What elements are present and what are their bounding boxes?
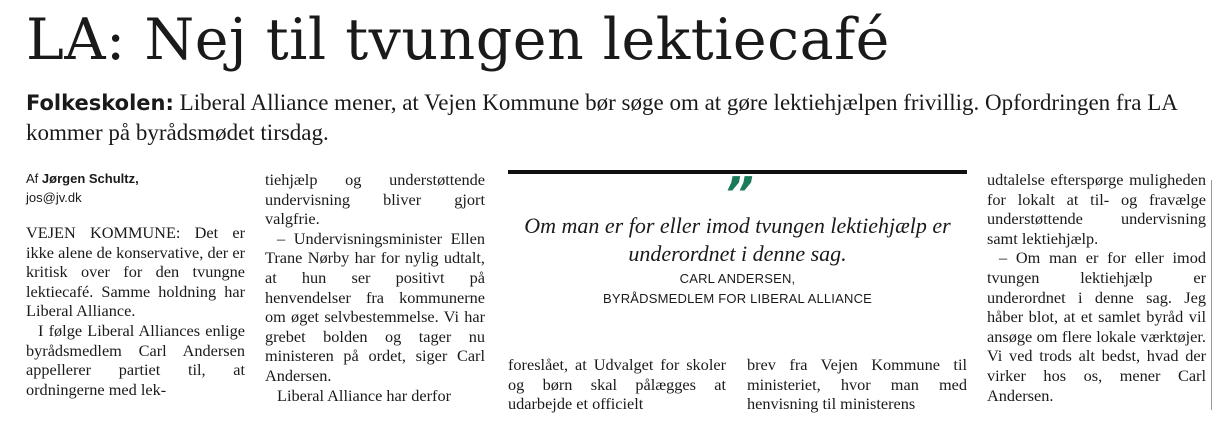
body-paragraph: foreslået, at Udvalget for skoler og børn skal pålægges at udarbejde et officielt — [508, 355, 726, 414]
kicker: Folkeskolen: — [26, 91, 174, 115]
byline-prefix: Af — [26, 171, 39, 186]
body-paragraph: I følge Liberal Alliances enlige byrådsmedlem Carl Andersen appellerer partiet til, at ordningerne med lek- — [26, 320, 245, 399]
column-3 — [508, 355, 726, 414]
column-divider — [1211, 180, 1212, 410]
body-paragraph: tiehjælp og understøttende undervisning bliver gjort valgfrie. — [265, 170, 485, 229]
headline: LA: Nej til tvungen lektiecafé — [26, 7, 890, 73]
pull-quote-attribution — [508, 269, 967, 309]
body-paragraph: brev fra Vejen Kommune til ministeriet, hvor man med henvisning til ministerens — [747, 355, 967, 414]
body-paragraph: VEJEN KOMMUNE: Det er ikke alene de konservative, der er kritisk over for den tvungne lektiecafé. Samme holdning har Liberal Alliance. — [26, 223, 245, 321]
column-4 — [747, 355, 967, 414]
pull-quote-text: Om man er for eller imod tvungen lektiehjælp er underordnet i denne sag. — [524, 213, 951, 266]
author-email[interactable]: jos@jv.dk — [26, 190, 82, 205]
body-paragraph: Liberal Alliance har derfor — [277, 385, 452, 405]
column-1 — [26, 169, 245, 399]
column-5 — [987, 170, 1206, 405]
quote-mark-icon: ” — [724, 167, 751, 221]
lead-paragraph — [26, 88, 1211, 148]
attribution-role: BYRÅDSMEDLEM FOR LIBERAL ALLIANCE — [602, 291, 873, 306]
body-paragraph: – Om man er for eller imod tvungen lektiehjælp er underordnet i denne sag. Jeg håber blot, at et samlet byråd vil ansøge om flere lokale værktøjer. Vi ved trods alt bedst, hvad der virker hos os, mener Carl Andersen. — [987, 248, 1206, 405]
body-paragraph: udtalelse efterspørge muligheden for lokalt at til- og fravælge understøttende undervisning samt lektiehjælp. — [987, 170, 1206, 248]
attribution-name: CARL ANDERSEN, — [679, 271, 796, 286]
lead-text: Liberal Alliance mener, at Vejen Kommune bør søge om at gøre lektiehjælpen frivillig. Opfordringen fra LA kommer på byrådsmødet tirsdag. — [26, 90, 1177, 145]
author-name: Jørgen Schultz, — [41, 171, 139, 186]
byline — [26, 169, 245, 188]
column-2 — [265, 170, 485, 405]
body-paragraph: – Undervisningsminister Ellen Trane Nørby har for nylig udtalt, at hun ser positivt på henvendelser fra kommunerne om øget selvbestemmelse. Vi har grebet bolden og tager nu ministeren på ordet, siger Carl Andersen. — [265, 228, 485, 385]
